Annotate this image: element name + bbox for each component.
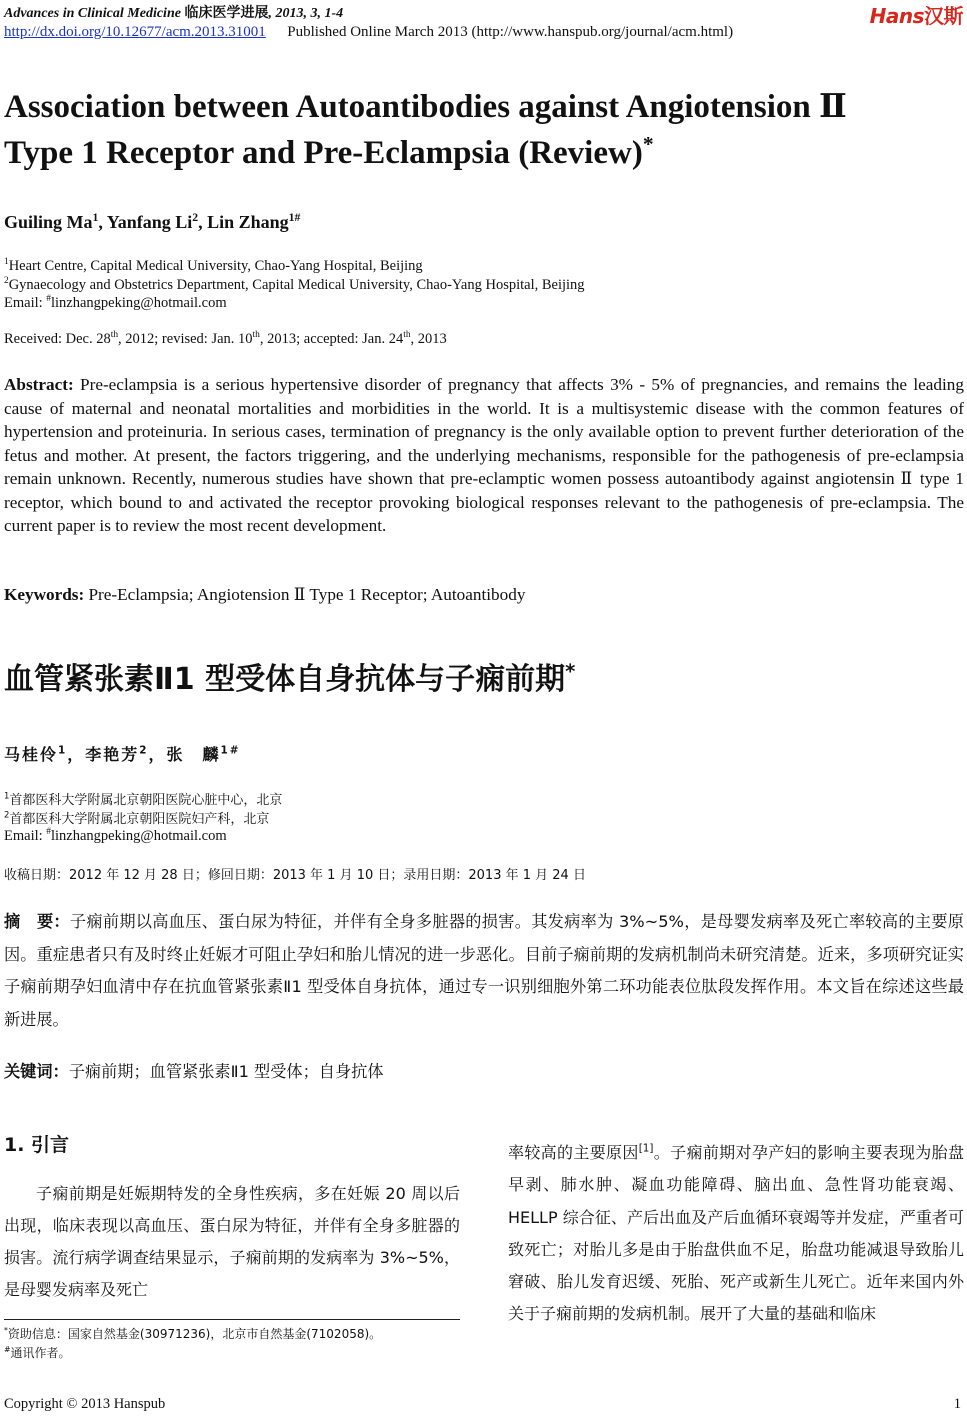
keywords-en: Keywords: Pre-Eclampsia; Angiotension Ⅱ Type 1 Receptor; Autoantibody bbox=[4, 585, 526, 604]
abstract-label: Abstract: bbox=[4, 375, 74, 394]
paper-title-en: Association between Autoantibodies against Angiotension Ⅱ Type 1 Receptor and Pre-Eclampsia (Review)* bbox=[4, 89, 847, 171]
section-heading-introduction: 1. 引言 bbox=[4, 1134, 70, 1156]
abstract-cn bbox=[4, 906, 964, 1036]
abstract-en bbox=[4, 373, 964, 538]
paper-title-cn: 血管紧张素Ⅱ1 型受体自身抗体与子痫前期* bbox=[4, 660, 576, 697]
publisher-logo: Hans汉斯 bbox=[869, 4, 963, 28]
body-text-left-column: 子痫前期是妊娠期特发的全身性疾病，多在妊娠 20 周以后出现，临床表现以高血压、蛋白尿为特征，并伴有全身多脏器的损害。流行病学调查结果显示，子痫前期的发病率为 3%~5%，是母婴发病率及死亡 bbox=[4, 1184, 460, 1299]
published-info: Published Online March 2013 (http://www.hanspub.org/journal/acm.html) bbox=[287, 24, 734, 40]
affiliation-1-cn: $^1$首都医科大学附属北京朝阳医院心脏中心，北京 bbox=[4, 790, 283, 808]
keywords-cn: 关键词：子痫前期；血管紧张素Ⅱ1 型受体；自身抗体 bbox=[4, 1062, 384, 1081]
email-en: Email: #linzhangpeking@hotmail.com bbox=[4, 294, 227, 311]
affiliation-2-cn: $^2$首都医科大学附属北京朝阳医院妇产科，北京 bbox=[4, 809, 270, 827]
received-dates-en: Received: Dec. 28th, 2012; revised: Jan. 10th, 2013; accepted: Jan. 24th, 2013 bbox=[4, 330, 447, 347]
footnote-funding: *资助信息：国家自然基金(30971236)，北京市自然基金(7102058)。 bbox=[4, 1326, 382, 1341]
journal-volume: , 2013, 3, 1-4 bbox=[268, 6, 344, 21]
abstract-label-cn: 摘 要： bbox=[4, 912, 70, 931]
doi-link[interactable]: http://dx.doi.org/10.12677/acm.2013.31001 bbox=[4, 24, 266, 40]
citation-ref[interactable]: [1] bbox=[638, 1142, 654, 1155]
email-cn: Email: #linzhangpeking@hotmail.com bbox=[4, 827, 227, 844]
page-number: 1 bbox=[953, 1396, 961, 1412]
footnote-divider bbox=[4, 1319, 460, 1320]
footnote-corresponding: #通讯作者。 bbox=[4, 1345, 71, 1360]
abstract-text-cn: 子痫前期以高血压、蛋白尿为特征，并伴有全身多脏器的损害。其发病率为 3%~5%，是母婴发病率及死亡率较高的主要原因。重症患者只有及时终止妊娠才可阻止孕妇和胎儿情况的进一步恶化。目前子痫前期的发病机制尚未研究清楚。近来，多项研究证实子痫前期孕妇血清中存在抗血管紧张素Ⅱ1 型受体自身抗体，通过专一识别细胞外第二环功能表位肽段发挥作用。本文旨在综述这些最新进展。 bbox=[4, 912, 964, 1029]
authors-en: Guiling Ma$^1$, Yanfang Li$^2$, Lin Zhang$^{1\#}$ bbox=[4, 211, 301, 232]
affiliation-2-en: $^2$Gynaecology and Obstetrics Department, Capital Medical University, Chao-Yang Hospital, Beijing bbox=[4, 276, 585, 293]
journal-header bbox=[4, 2, 343, 22]
received-dates-cn: 收稿日期：2012 年 12 月 28 日；修回日期：2013 年 1 月 10 日；录用日期：2013 年 1 月 24 日 bbox=[4, 868, 586, 883]
doi-line bbox=[4, 24, 733, 41]
abstract-text: Pre-eclampsia is a serious hypertensive disorder of pregnancy that affects 3% - 5% of pregnancies, and remains the leading cause of maternal and neonatal mortalities and morbidities in the world. It is a multisystemic disease with the common features of hypertension and proteinuria. In serious cases, termination of pregnancy is the only available option to prevent further deterioration of the fetus and mother. At present, the factors triggering, and the underlying mechanisms, responsible for the pathogenesis of pre-eclampsia remain unknown. Recently, numerous studies have shown that pre-eclamptic women possess autoantibody against angiotensin Ⅱ type 1 receptor, which bound to and activated the receptor provoking biological responses relevant to the pathogenesis of pre-eclampsia. The current paper is to review the most recent development. bbox=[4, 375, 964, 535]
copyright: Copyright © 2013 Hanspub bbox=[4, 1396, 166, 1412]
authors-cn: 马桂伶$^1$，李艳芳$^2$，张 麟$^{1\#}$ bbox=[4, 744, 241, 764]
body-text-right-column: 率较高的主要原因[1]。子痫前期对孕产妇的影响主要表现为胎盘早剥、肺水肿、凝血功能障碍、脑出血、急性肾功能衰竭、HELLP 综合征、产后出血及产后血循环衰竭等并发症，严重者可致死亡；对胎儿多是由于胎盘供血不足，胎盘功能减退导致胎儿窘破、胎儿发育迟缓、死胎、死产或新生儿死亡。近年来国内外关于子痫前期的发病机制。展开了大量的基础和临床 bbox=[508, 1142, 964, 1324]
journal-name: Advances in Clinical Medicine bbox=[4, 6, 181, 21]
journal-name-cn: 临床医学进展 bbox=[184, 5, 269, 21]
affiliation-1-en: $^1$Heart Centre, Capital Medical University, Chao-Yang Hospital, Beijing bbox=[4, 257, 423, 274]
